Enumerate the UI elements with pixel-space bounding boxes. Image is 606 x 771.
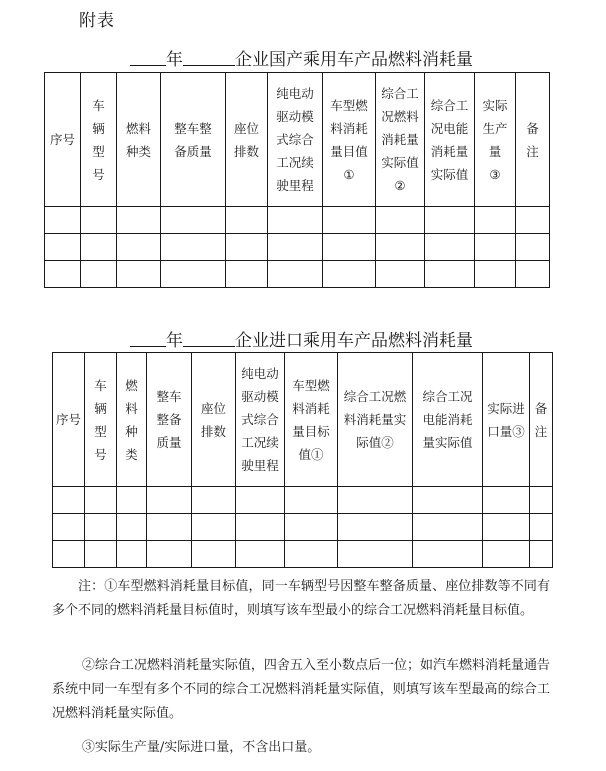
- table-header-row: [53, 353, 553, 487]
- table-cell[interactable]: [53, 541, 85, 568]
- table-cell[interactable]: [323, 207, 376, 234]
- table-cell[interactable]: [285, 514, 338, 541]
- table1-title: [130, 45, 473, 70]
- table-cell[interactable]: [516, 207, 550, 234]
- header-cell: 纯电动 驱动模 式综合 工况续 驶里程: [268, 73, 323, 207]
- table-cell[interactable]: [483, 514, 530, 541]
- table-cell[interactable]: [147, 514, 192, 541]
- table-cell[interactable]: [413, 487, 483, 514]
- company-blank: [183, 50, 235, 66]
- header-cell: 实际进 口量③: [483, 353, 530, 487]
- table2-title-year: 年: [166, 331, 183, 351]
- table-cell[interactable]: [85, 487, 117, 514]
- table-cell[interactable]: [117, 487, 147, 514]
- table-cell[interactable]: [376, 207, 425, 234]
- table-header-row: [45, 73, 550, 207]
- table-cell[interactable]: [117, 234, 161, 261]
- table-row: [53, 541, 553, 568]
- table-cell[interactable]: [81, 234, 117, 261]
- appendix-heading: 附表: [79, 11, 115, 31]
- table-cell[interactable]: [117, 514, 147, 541]
- table-cell[interactable]: [530, 514, 553, 541]
- table-cell[interactable]: [413, 514, 483, 541]
- table-cell[interactable]: [226, 261, 268, 288]
- table-cell[interactable]: [475, 234, 516, 261]
- table-cell[interactable]: [516, 261, 550, 288]
- table-cell[interactable]: [483, 487, 530, 514]
- table-cell[interactable]: [45, 261, 81, 288]
- footnote-2: ②综合工况燃料消耗量实际值，四舍五入至小数点后一位；如汽车燃料消耗量通告系统中同一车型有多个不同的综合工况燃料消耗量实际值，则填写该车型最高的综合工况燃料消耗量实际值。: [52, 658, 550, 721]
- domestic-fuel-consumption-table: [44, 72, 550, 288]
- header-cell: 车 辆 型 号: [81, 73, 117, 207]
- company-blank: [183, 331, 235, 347]
- table2-title-text: 企业进口乘用车产品燃料消耗量: [235, 331, 473, 351]
- header-cell: 座位 排数: [226, 73, 268, 207]
- table-row: [53, 514, 553, 541]
- table-cell[interactable]: [226, 234, 268, 261]
- table-cell[interactable]: [530, 487, 553, 514]
- table-cell[interactable]: [236, 514, 285, 541]
- table-cell[interactable]: [117, 207, 161, 234]
- imported-fuel-consumption-table: [52, 352, 553, 568]
- header-cell: 综合工 况燃料 消耗量 实际值 ②: [376, 73, 425, 207]
- table-cell[interactable]: [376, 234, 425, 261]
- table-cell[interactable]: [425, 234, 475, 261]
- header-cell: 整车整 备质量: [161, 73, 226, 207]
- header-cell: 燃料 种类: [117, 73, 161, 207]
- header-cell: 综合工况 电能消耗 量实际值: [413, 353, 483, 487]
- table-cell[interactable]: [226, 207, 268, 234]
- footnote-3: ③实际生产量/实际进口量，不含出口量。: [81, 740, 321, 755]
- table-cell[interactable]: [530, 541, 553, 568]
- header-cell: 整车 整备 质量: [147, 353, 192, 487]
- table-cell[interactable]: [236, 487, 285, 514]
- table-cell[interactable]: [413, 541, 483, 568]
- header-cell: 座位 排数: [192, 353, 236, 487]
- table-cell[interactable]: [268, 234, 323, 261]
- table-cell[interactable]: [81, 207, 117, 234]
- header-cell: 车型燃 料消耗 量目值 ①: [323, 73, 376, 207]
- table-cell[interactable]: [161, 207, 226, 234]
- table-cell[interactable]: [285, 487, 338, 514]
- year-blank: [130, 331, 166, 347]
- footnote-1: 注：①车型燃料消耗量目标值，同一车辆型号因整车整备质量、座位排数等不同有多个不同的燃料消耗量目标值时，则填写该车型最小的综合工况燃料消耗量目标值。: [52, 579, 550, 618]
- year-blank: [130, 50, 166, 66]
- table-cell[interactable]: [338, 514, 413, 541]
- table-cell[interactable]: [323, 234, 376, 261]
- table-cell[interactable]: [161, 234, 226, 261]
- table-cell[interactable]: [475, 207, 516, 234]
- table-cell[interactable]: [475, 261, 516, 288]
- header-cell: 实际 生产 量 ③: [475, 73, 516, 207]
- table-cell[interactable]: [117, 541, 147, 568]
- table-cell[interactable]: [425, 261, 475, 288]
- table1-title-text: 企业国产乘用车产品燃料消耗量: [235, 50, 473, 70]
- table2-title: [130, 326, 473, 351]
- header-cell: 备 注: [516, 73, 550, 207]
- table-cell[interactable]: [425, 207, 475, 234]
- header-cell: 车 辆 型 号: [85, 353, 117, 487]
- table-cell[interactable]: [338, 541, 413, 568]
- header-cell: 车型燃 料消耗 量目标 值①: [285, 353, 338, 487]
- table-cell[interactable]: [81, 261, 117, 288]
- header-cell: 备 注: [530, 353, 553, 487]
- table-cell[interactable]: [376, 261, 425, 288]
- table-cell[interactable]: [85, 514, 117, 541]
- table-cell[interactable]: [85, 541, 117, 568]
- table-cell[interactable]: [285, 541, 338, 568]
- table-cell[interactable]: [147, 487, 192, 514]
- table-cell[interactable]: [161, 261, 226, 288]
- header-cell: 序号: [45, 73, 81, 207]
- table-cell[interactable]: [338, 487, 413, 514]
- table-row: [45, 261, 550, 288]
- table-cell[interactable]: [483, 541, 530, 568]
- table-cell[interactable]: [192, 487, 236, 514]
- table-cell[interactable]: [268, 261, 323, 288]
- header-cell: 纯电动 驱动模 式综合 工况续 驶里程: [236, 353, 285, 487]
- header-cell: 综合工 况电能 消耗量 实际值: [425, 73, 475, 207]
- table-cell[interactable]: [236, 541, 285, 568]
- header-cell: 燃 料 种 类: [117, 353, 147, 487]
- table-cell[interactable]: [192, 541, 236, 568]
- table-cell[interactable]: [323, 261, 376, 288]
- table-row: [45, 234, 550, 261]
- table-cell[interactable]: [516, 234, 550, 261]
- table-cell[interactable]: [268, 207, 323, 234]
- table-cell[interactable]: [147, 541, 192, 568]
- table-cell[interactable]: [45, 234, 81, 261]
- table-row: [53, 487, 553, 514]
- table1-title-year: 年: [166, 50, 183, 70]
- header-cell: 序号: [53, 353, 85, 487]
- header-cell: 综合工况燃 料消耗量实 际值②: [338, 353, 413, 487]
- table-row: [45, 207, 550, 234]
- table-cell[interactable]: [45, 207, 81, 234]
- table-cell[interactable]: [53, 487, 85, 514]
- table-cell[interactable]: [53, 514, 85, 541]
- table-cell[interactable]: [192, 514, 236, 541]
- table-cell[interactable]: [117, 261, 161, 288]
